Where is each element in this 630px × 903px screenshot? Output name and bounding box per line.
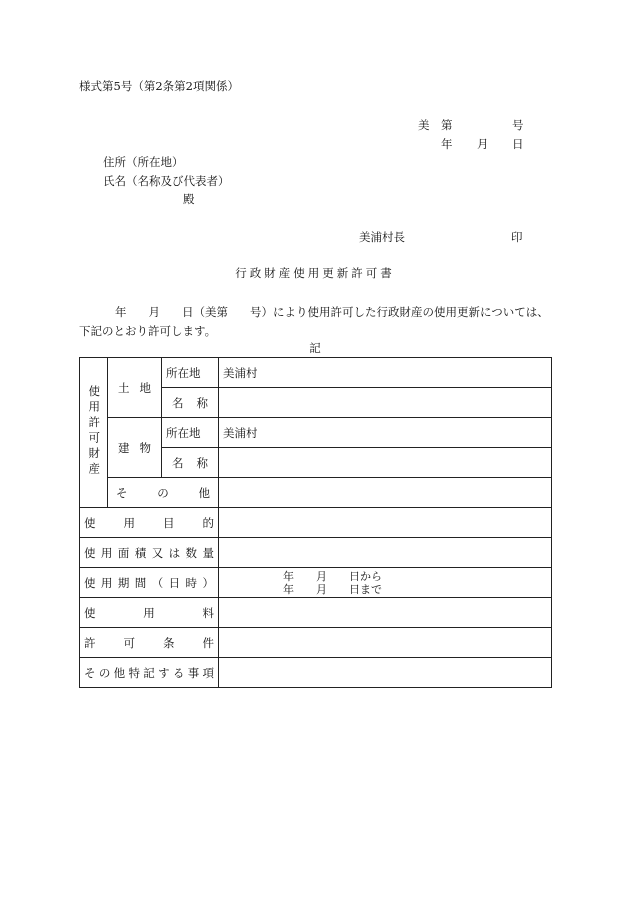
- fee-value: [219, 598, 552, 628]
- table-row: [80, 598, 552, 628]
- body-month: 月: [148, 305, 160, 319]
- period-label: 使 用 期 間 （ 日 時 ）: [80, 568, 219, 598]
- issuer-seal: 印: [511, 230, 523, 244]
- body-paragraph: [79, 303, 551, 341]
- table-row: [80, 508, 552, 538]
- table-row: [80, 358, 552, 388]
- period-value: [219, 568, 552, 598]
- doc-number-prefix: 美: [418, 118, 430, 132]
- land-location-label: 所在地: [162, 358, 219, 388]
- building-location-label: 所在地: [162, 418, 219, 448]
- building-label: 建 物: [108, 418, 162, 478]
- form-number: 様式第5号（第2条第2項関係）: [79, 79, 239, 93]
- building-location-value: 美浦村: [219, 418, 552, 448]
- period-to: 年 月 日まで: [283, 582, 382, 596]
- purpose-value: [219, 508, 552, 538]
- land-label: 土 地: [108, 358, 162, 418]
- doc-number-go: 号: [512, 118, 524, 132]
- doc-number-dai: 第: [441, 118, 453, 132]
- date-month: 月: [477, 137, 489, 151]
- table-row: [80, 628, 552, 658]
- recipient-honorific: 殿: [183, 192, 195, 206]
- permit-table: [79, 357, 552, 688]
- area-value: [219, 538, 552, 568]
- land-location-value: 美浦村: [219, 358, 552, 388]
- other-label: そ の 他: [108, 478, 219, 508]
- table-row: [80, 538, 552, 568]
- area-label: 使 用 面 積 又 は 数 量: [80, 538, 219, 568]
- document-title: 行政財産使用更新許可書: [235, 266, 395, 280]
- body-line2: 下記のとおり許可します。: [79, 324, 217, 338]
- date-year: 年: [441, 137, 453, 151]
- body-number-suffix: 号）により使用許可した行政財産の使用更新については、: [250, 305, 549, 319]
- building-name-value: [219, 448, 552, 478]
- table-row: [80, 568, 552, 598]
- date-day: 日: [512, 137, 524, 151]
- fee-label: 使 用 料: [80, 598, 219, 628]
- conditions-label: 許 可 条 件: [80, 628, 219, 658]
- issuer-title: 美浦村長: [359, 230, 405, 244]
- other-value: [219, 478, 552, 508]
- table-row: [80, 418, 552, 448]
- body-year: 年: [115, 305, 127, 319]
- table-row: [80, 478, 552, 508]
- recipient-address-label: 住所（所在地）: [103, 155, 184, 169]
- conditions-value: [219, 628, 552, 658]
- land-name-label: 名 称: [162, 388, 219, 418]
- purpose-label: 使 用 目 的: [80, 508, 219, 538]
- period-from: 年 月 日から: [283, 569, 382, 583]
- notes-label: そ の 他 特 記 す る 事 項: [80, 658, 219, 688]
- recipient-name-label: 氏名（名称及び代表者）: [103, 174, 230, 188]
- table-row: [80, 658, 552, 688]
- body-day-number: 日（美第: [182, 305, 228, 319]
- building-name-label: 名 称: [162, 448, 219, 478]
- land-name-value: [219, 388, 552, 418]
- ki-label: 記: [309, 341, 321, 355]
- notes-value: [219, 658, 552, 688]
- property-group-label: 使用許可財産: [80, 358, 108, 508]
